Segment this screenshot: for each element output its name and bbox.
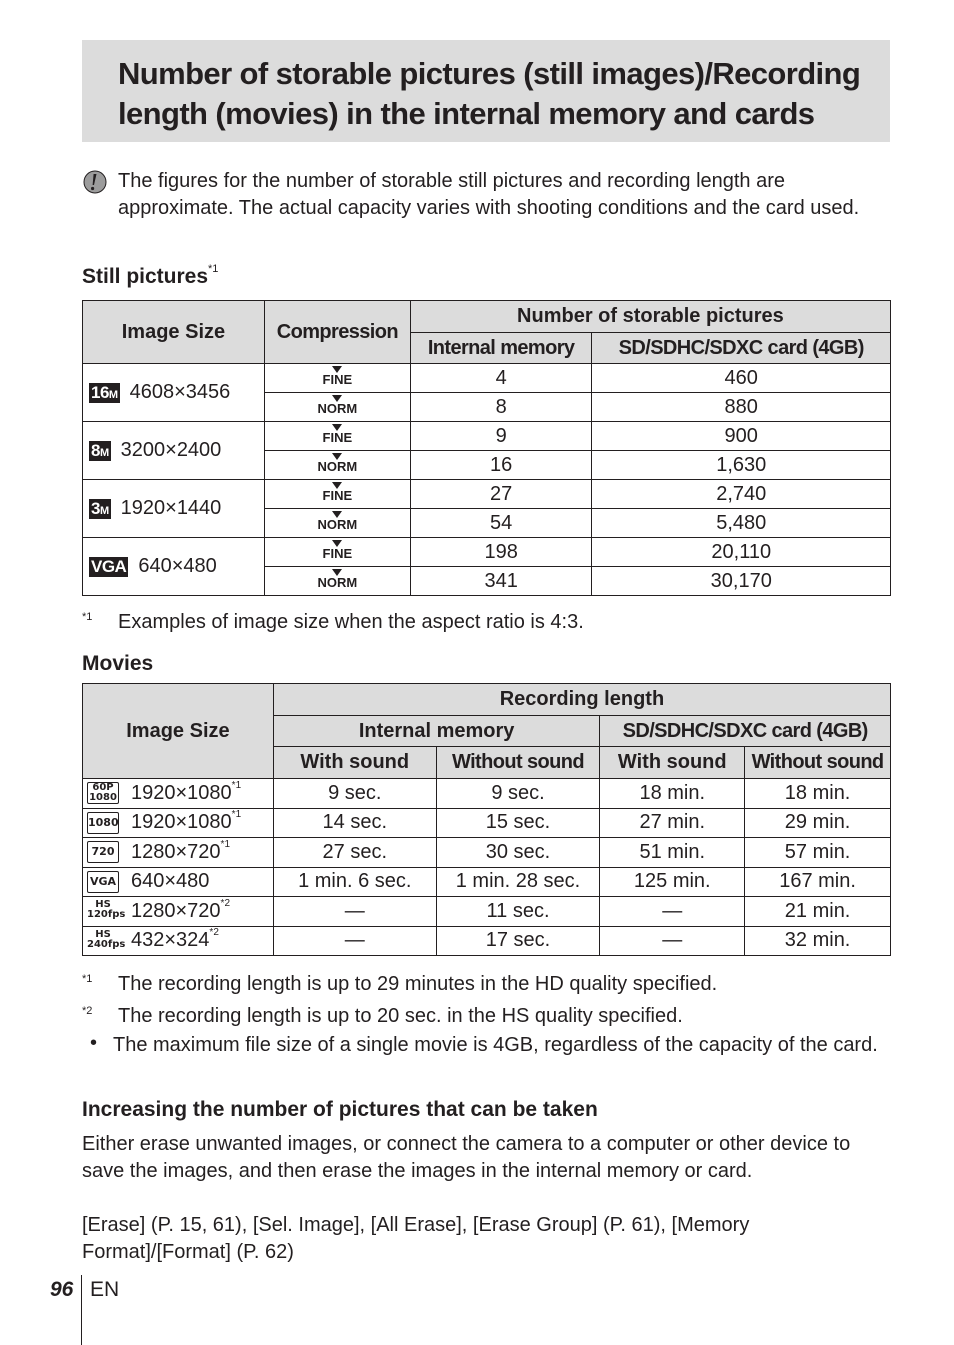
internal-memory-count: 4 xyxy=(410,364,592,393)
movie-header-internal: Internal memory xyxy=(273,716,599,747)
footer-divider xyxy=(81,1275,82,1345)
fine-compression-icon: FINE xyxy=(323,542,353,560)
increasing-refs: [Erase] (P. 15, 61), [Sel. Image], [All Erase], [Erase Group] (P. 61), [Memory Format]/[Format] (P. 62) xyxy=(82,1214,750,1263)
caution-note: The figures for the number of storable still pictures and recording length are approximate. The actual capacity varies with shooting conditions and the card used. xyxy=(118,170,860,219)
still-footnote-mark: *1 xyxy=(82,611,93,623)
header-internal-memory: Internal memory xyxy=(410,333,592,364)
image-size-value: 1920×1440 xyxy=(120,497,222,519)
movie-row xyxy=(83,867,891,897)
recording-length-cell: 11 sec. xyxy=(436,897,600,927)
movie-image-size-cell xyxy=(83,897,274,927)
still-image-size-cell xyxy=(83,538,265,596)
still-footnote: Examples of image size when the aspect ratio is 4:3. xyxy=(118,611,584,633)
movie-size-footnote-ref: *1 xyxy=(231,779,242,791)
movie-footnote-mark-1: *1 xyxy=(82,973,93,985)
still-row xyxy=(83,422,891,451)
recording-length-cell: 32 min. xyxy=(745,926,891,956)
image-size-value: 640×480 xyxy=(138,555,217,577)
image-size-badge-icon: 8M xyxy=(91,440,109,460)
recording-length-cell: 27 sec. xyxy=(273,838,436,868)
still-pictures-heading: Still pictures$^{*1}$ xyxy=(82,263,219,288)
image-size-badge-icon: 16M xyxy=(91,382,118,402)
header-number-storable: Number of storable pictures xyxy=(410,301,890,333)
recording-length-cell: 21 min. xyxy=(745,897,891,927)
compression-cell xyxy=(264,567,410,596)
image-size-value: 4608×3456 xyxy=(129,381,231,403)
internal-memory-count: 9 xyxy=(410,422,592,451)
movie-row xyxy=(83,838,891,868)
card-count: 1,630 xyxy=(592,451,891,480)
movie-image-size-cell xyxy=(83,926,274,956)
compression-cell xyxy=(264,509,410,538)
movie-header-without-sound: Without sound xyxy=(436,747,600,779)
norm-compression-icon: NORM xyxy=(317,513,357,531)
fine-compression-icon: FINE xyxy=(323,484,353,502)
fine-compression-icon: FINE xyxy=(323,426,353,444)
card-count: 880 xyxy=(592,393,891,422)
card-count: 30,170 xyxy=(592,567,891,596)
movie-quality-icon: 60P 1080 xyxy=(87,782,119,804)
bullet-dot: • xyxy=(90,1032,98,1054)
movies-heading: Movies xyxy=(82,652,154,675)
recording-length-cell: 18 min. xyxy=(745,779,891,809)
norm-compression-icon: NORM xyxy=(317,397,357,415)
card-count: 2,740 xyxy=(592,480,891,509)
recording-length-cell: — xyxy=(600,926,745,956)
increasing-heading: Increasing the number of pictures that can be taken xyxy=(82,1098,598,1121)
still-row xyxy=(83,364,891,393)
recording-length-cell: 14 sec. xyxy=(273,808,436,838)
recording-length-cell: 1 min. 28 sec. xyxy=(436,867,600,897)
recording-length-cell: 9 sec. xyxy=(436,779,600,809)
movie-header-without-sound: Without sound xyxy=(745,747,891,779)
still-image-size-cell xyxy=(83,480,265,538)
movie-size-value: 1920×1080 xyxy=(131,781,232,804)
movie-footnote-1: The recording length is up to 29 minutes in the HD quality specified. xyxy=(118,973,718,995)
fine-compression-icon: FINE xyxy=(323,368,353,386)
page-title: Number of storable pictures (still images)/Recording length (movies) in the internal memory and cards xyxy=(118,56,861,131)
movie-row xyxy=(83,779,891,809)
movie-size-footnote-ref: *1 xyxy=(220,838,230,850)
movie-quality-icon: HS 120fps xyxy=(87,899,126,921)
card-count: 5,480 xyxy=(592,509,891,538)
movie-quality-icon: 720 xyxy=(87,841,119,863)
movie-size-value: 640×480 xyxy=(131,870,210,893)
compression-cell xyxy=(264,422,410,451)
movies-table xyxy=(82,683,891,956)
page-number: 96 xyxy=(50,1278,74,1301)
movie-header-image-size: Image Size xyxy=(83,684,274,779)
header-compression: Compression xyxy=(264,301,410,364)
movie-image-size-cell xyxy=(83,838,274,868)
header-image-size: Image Size xyxy=(83,301,265,364)
movie-row xyxy=(83,897,891,927)
recording-length-cell: 167 min. xyxy=(745,867,891,897)
recording-length-cell: 15 sec. xyxy=(436,808,600,838)
still-image-size-cell xyxy=(83,422,265,480)
still-image-size-cell xyxy=(83,364,265,422)
movie-quality-icon: 1080 xyxy=(87,812,119,834)
movie-size-value: 1920×1080 xyxy=(131,811,232,834)
compression-cell xyxy=(264,451,410,480)
internal-memory-count: 27 xyxy=(410,480,592,509)
image-size-badge-icon: 3M xyxy=(91,498,109,518)
movie-header-with-sound: With sound xyxy=(273,747,436,779)
recording-length-cell: 18 min. xyxy=(600,779,745,809)
image-size-value: 3200×2400 xyxy=(120,439,222,461)
page-language: EN xyxy=(90,1278,120,1301)
movie-image-size-cell xyxy=(83,867,274,897)
movie-size-footnote-ref: *1 xyxy=(231,809,242,821)
compression-cell xyxy=(264,480,410,509)
movie-image-size-cell xyxy=(83,808,274,838)
still-row xyxy=(83,480,891,509)
still-pictures-table xyxy=(82,300,891,596)
movie-file-size-note: The maximum file size of a single movie is 4GB, regardless of the capacity of the card. xyxy=(113,1034,878,1056)
increasing-body: Either erase unwanted images, or connect the camera to a computer or other device to save the images, and then erase the images in the internal memory or card. xyxy=(82,1133,851,1182)
compression-cell xyxy=(264,538,410,567)
recording-length-cell: 125 min. xyxy=(600,867,745,897)
movie-size-value: 1280×720 xyxy=(131,840,221,863)
movie-row xyxy=(83,926,891,956)
internal-memory-count: 16 xyxy=(410,451,592,480)
movie-size-value: 1280×720 xyxy=(131,899,221,922)
image-size-badge-icon: VGA xyxy=(91,556,127,576)
recording-length-cell: 9 sec. xyxy=(273,779,436,809)
recording-length-cell: 17 sec. xyxy=(436,926,600,956)
internal-memory-count: 341 xyxy=(410,567,592,596)
movie-size-footnote-ref: *2 xyxy=(209,927,219,939)
card-count: 20,110 xyxy=(592,538,891,567)
norm-compression-icon: NORM xyxy=(317,571,357,589)
internal-memory-count: 8 xyxy=(410,393,592,422)
movie-footnote-2: The recording length is up to 20 sec. in the HS quality specified. xyxy=(118,1005,683,1027)
recording-length-cell: 30 sec. xyxy=(436,838,600,868)
still-row xyxy=(83,538,891,567)
movie-header-recording-length: Recording length xyxy=(273,684,890,716)
recording-length-cell: 57 min. xyxy=(745,838,891,868)
recording-length-cell: — xyxy=(273,926,436,956)
caution-icon xyxy=(83,170,107,194)
norm-compression-icon: NORM xyxy=(317,455,357,473)
internal-memory-count: 198 xyxy=(410,538,592,567)
recording-length-cell: 51 min. xyxy=(600,838,745,868)
recording-length-cell: 29 min. xyxy=(745,808,891,838)
compression-cell xyxy=(264,393,410,422)
header-card: SD/SDHC/SDXC card (4GB) xyxy=(592,333,891,364)
movie-header-with-sound: With sound xyxy=(600,747,745,779)
movie-size-footnote-ref: *2 xyxy=(220,897,230,909)
card-count: 900 xyxy=(592,422,891,451)
card-count: 460 xyxy=(592,364,891,393)
movie-row xyxy=(83,808,891,838)
recording-length-cell: 1 min. 6 sec. xyxy=(273,867,436,897)
recording-length-cell: — xyxy=(600,897,745,927)
movie-quality-icon: VGA xyxy=(87,871,119,893)
movie-footnote-mark-2: *2 xyxy=(82,1005,93,1017)
movie-image-size-cell xyxy=(83,779,274,809)
movie-quality-icon: HS 240fps xyxy=(87,928,126,950)
internal-memory-count: 54 xyxy=(410,509,592,538)
movie-size-value: 432×324 xyxy=(131,929,210,952)
compression-cell xyxy=(264,364,410,393)
recording-length-cell: 27 min. xyxy=(600,808,745,838)
recording-length-cell: — xyxy=(273,897,436,927)
movie-header-card: SD/SDHC/SDXC card (4GB) xyxy=(600,716,891,747)
